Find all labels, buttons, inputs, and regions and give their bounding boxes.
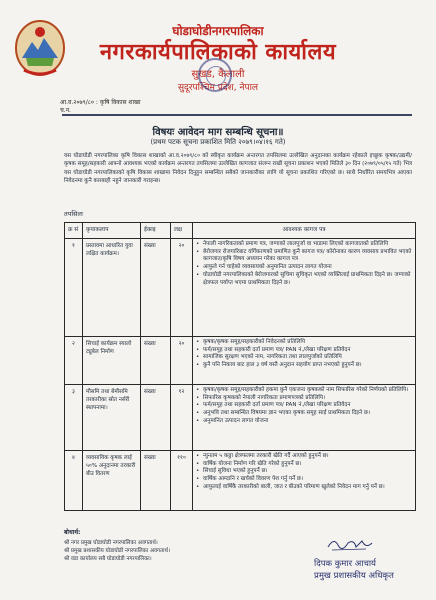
row-program: मौसमि तथा बेमौसमि तरकारीका स्रोत नर्सरी स्थापनामा। xyxy=(83,385,141,451)
row-documents xyxy=(193,451,416,511)
col-documents: आवश्यक कागज पत्र xyxy=(193,223,416,239)
header-divider xyxy=(62,114,412,116)
row-documents xyxy=(193,337,416,385)
document-item: • अनुभवि तथा सम्बन्धित विषयमा ज्ञान भएका कृषक समूह साई प्राथमिकता दिइने छ। xyxy=(196,410,412,418)
row-target: १२ xyxy=(171,385,193,451)
details-heading: तपसिलः xyxy=(64,210,84,218)
copy-to-item: श्री प्रमुख प्रशासकीय घोडाघोडी नगरपालिका अवगतार्थ। xyxy=(64,548,171,554)
row-target: २० xyxy=(171,239,193,337)
table-header-row xyxy=(65,223,416,239)
copy-to-item: श्री नगर प्रमुख घोडाघोडी नगरपालिका अवगतार्थ। xyxy=(64,540,158,546)
handwritten-signature xyxy=(326,535,374,553)
row-unit: संख्या xyxy=(141,239,171,337)
copy-to-heading: बोधार्थ: xyxy=(64,529,81,536)
reference-number: आ.व.२०७९/८० : कृषि विकास शाखा xyxy=(60,99,141,106)
document-item: • न्युनतम ५ कठ्ठा क्षेत्रफलमा तरकारी खेति गर्दै आएको हुनुपर्ने छ। xyxy=(196,453,412,461)
dispatch-number: च.न. xyxy=(60,107,71,114)
row-program: सिचाई कार्यक्रम स्यालो ट्युबेल निर्माण xyxy=(83,337,141,385)
row-program: व्यवसायिक कृषक लाई ५०% अनुदानमा तरकारी बीउ वितरण xyxy=(83,451,141,511)
document-item: • सामाजिक सुरक्षण भएको नाम, नागरिकता तथा लालपुर्जाको प्रतिलिपि xyxy=(196,354,412,362)
row-unit: संख्या xyxy=(141,451,171,511)
row-serial: १ xyxy=(65,239,83,337)
document-item: • कुनै पनि निकाय बाट हाल ३ वर्ष यस्तै अनुदान सहयोग प्राप्त नभएको हुनुपर्ने छ। xyxy=(196,362,412,370)
row-serial: २ xyxy=(65,337,83,385)
publication-note: (प्रथम पटक सूचना प्रकाशित मिति २०७९।०४।१६ गते) xyxy=(150,138,286,146)
signatory-title: प्रमुख प्रशासकीय अधिकृत xyxy=(314,571,394,581)
row-serial: ४ xyxy=(65,451,83,511)
row-unit: संख्या xyxy=(141,385,171,451)
office-title: नगरकार्यपालिकाको कार्यालय xyxy=(99,40,337,65)
document-item: • सिफारिस कृषकको नेपाली नागरिकता प्रमाणपत्रको प्रतिलिपि। xyxy=(196,395,412,403)
document-item: • आफुले गर्न चाहेको व्यवसायको अनुमानित उत्पादन लागत योजना xyxy=(196,264,412,272)
row-documents xyxy=(193,385,416,451)
document-item: • आफुलाई वार्षिकै तरकारीको बाली, जात र बीउको परिमाण खुलेको निवेदन माग गर्नु पर्ने छ। xyxy=(196,484,412,492)
table-row xyxy=(65,451,416,511)
document-item: • सिंचाई सुविधा भएको हुनुपर्ने छ। xyxy=(196,468,412,476)
document-item: • घोडाघोडी नगरपालिकाको बेरोजगारको सुचिमा सुचिकृत भएको व्यक्तिलाई प्राथमिकता दिइने छ। जग्गाको क्षेत्रफल पर्याप्त भएमा प्राथमिकता दिइने छ। xyxy=(196,272,412,287)
table-row xyxy=(65,385,416,451)
office-province: सुदूरपश्चिम प्रदेश, नेपाल xyxy=(177,83,259,93)
document-item: • फर्म/समूह तथा सहकारी दर्ता प्रमाण पत्र/ PAN नं./लेखा परिक्षण प्रतिवेदन xyxy=(196,402,412,410)
document-item: • कृषक/कृषक समूह/सहकारीको हकमा कुनै एकजना कृषकको नाम सिफारिस गरेको निर्णयको प्रतिलिपि। xyxy=(196,387,412,395)
notice-body: यस घोडाघोडी नगरपालिका कृषि विकास शाखाको आ.व.२०७९/८० को स्वीकृत कार्यक्रम अन्तरगत तपसिलमा उल्लेखित अनुदानका कार्यक्रम रहेकाले इच्छुक कृषक/उद्यमी/कृषक समूह/सहकारी आफ्नो आवश्यक भएको कार्यक्रम अन्तरगत तपसिलमा उल्लेखित कागजात संलग्न राखी सूचना प्रकाशन भएको मितिले ३० दिन (२०७९/०५/१५ गते) भित्र यस घोडाघोडी नगरपालिकाको कृषि विकास शाखामा निवेदन दिनुहुन सम्बन्धित सबैको जानकारीका लागि यो सूचना प्रकाशित गरिएको छ। साथै निर्धारित समयभित्र आएका निवेदनमा कुनै कारबाही नहुने जानकारी गराइन्छ। xyxy=(64,153,412,185)
round-stamp xyxy=(198,58,232,92)
col-target: लक्ष xyxy=(171,223,193,239)
document-item: • फर्म/समूह तथा सहकारी दर्ता प्रमाण पत्र/ PAN नं./लेखा परिक्षण प्रतिवेदन xyxy=(196,347,412,355)
document-item: • नेपाली नागरिकताको प्रमाण पत्र, जग्गाको लालपुर्जा वा भाडामा लिएको कागजातको प्रतिलिपि xyxy=(196,241,412,249)
table-row xyxy=(65,239,416,337)
row-target: २० xyxy=(171,337,193,385)
document-item: • बेरोजगार रोजगारिबाट वर्गिकरणको प्रमाणित कुनै कागज पत्र/ कोरोनाका कारण व्यवसाय प्रभावित भएको कागजात/कृषि विषय अध्ययन गरेका कागज पत्र xyxy=(196,249,412,264)
document-item: • वार्षिक योजना निर्माण गरि खेति गरेको हुनुपर्ने छ। xyxy=(196,461,412,469)
office-address: सुखड, कैलाली xyxy=(191,69,245,80)
row-serial: ३ xyxy=(65,385,83,451)
document-item: • वार्षिक आम्दानि र खर्चको विवरण पेश गर्नु पर्ने छ। xyxy=(196,476,412,484)
col-unit: ईकाइ xyxy=(141,223,171,239)
row-target: ११० xyxy=(171,451,193,511)
notice-subject: विषयः आवेदन माग सम्बन्धि सूचना॥ xyxy=(152,127,284,138)
table-row xyxy=(65,337,416,385)
document-item: • अनुमानित उत्पादन लागत योजना xyxy=(196,418,412,426)
program-table xyxy=(64,222,416,511)
copy-to-item: श्री वडा कार्यालय सबै घोडाघोडी नगरपालिका। xyxy=(64,556,152,562)
col-serial: क्र सं xyxy=(65,223,83,239)
document-item: • कृषक/कृषक समूह/सहकारीको निवेदनको प्रतिलिपि xyxy=(196,339,412,347)
row-program: प्रस्तावमा आधारित युवा लक्षित कार्यक्रम। xyxy=(83,239,141,337)
municipality-name: घोडाघोडीनगरपालिका xyxy=(172,24,264,38)
signatory-name: दिपक कुमार आचार्य xyxy=(314,559,376,569)
letterhead xyxy=(0,0,436,96)
row-unit: संख्या xyxy=(141,337,171,385)
col-program: कृयाकलाप xyxy=(83,223,141,239)
row-documents xyxy=(193,239,416,337)
